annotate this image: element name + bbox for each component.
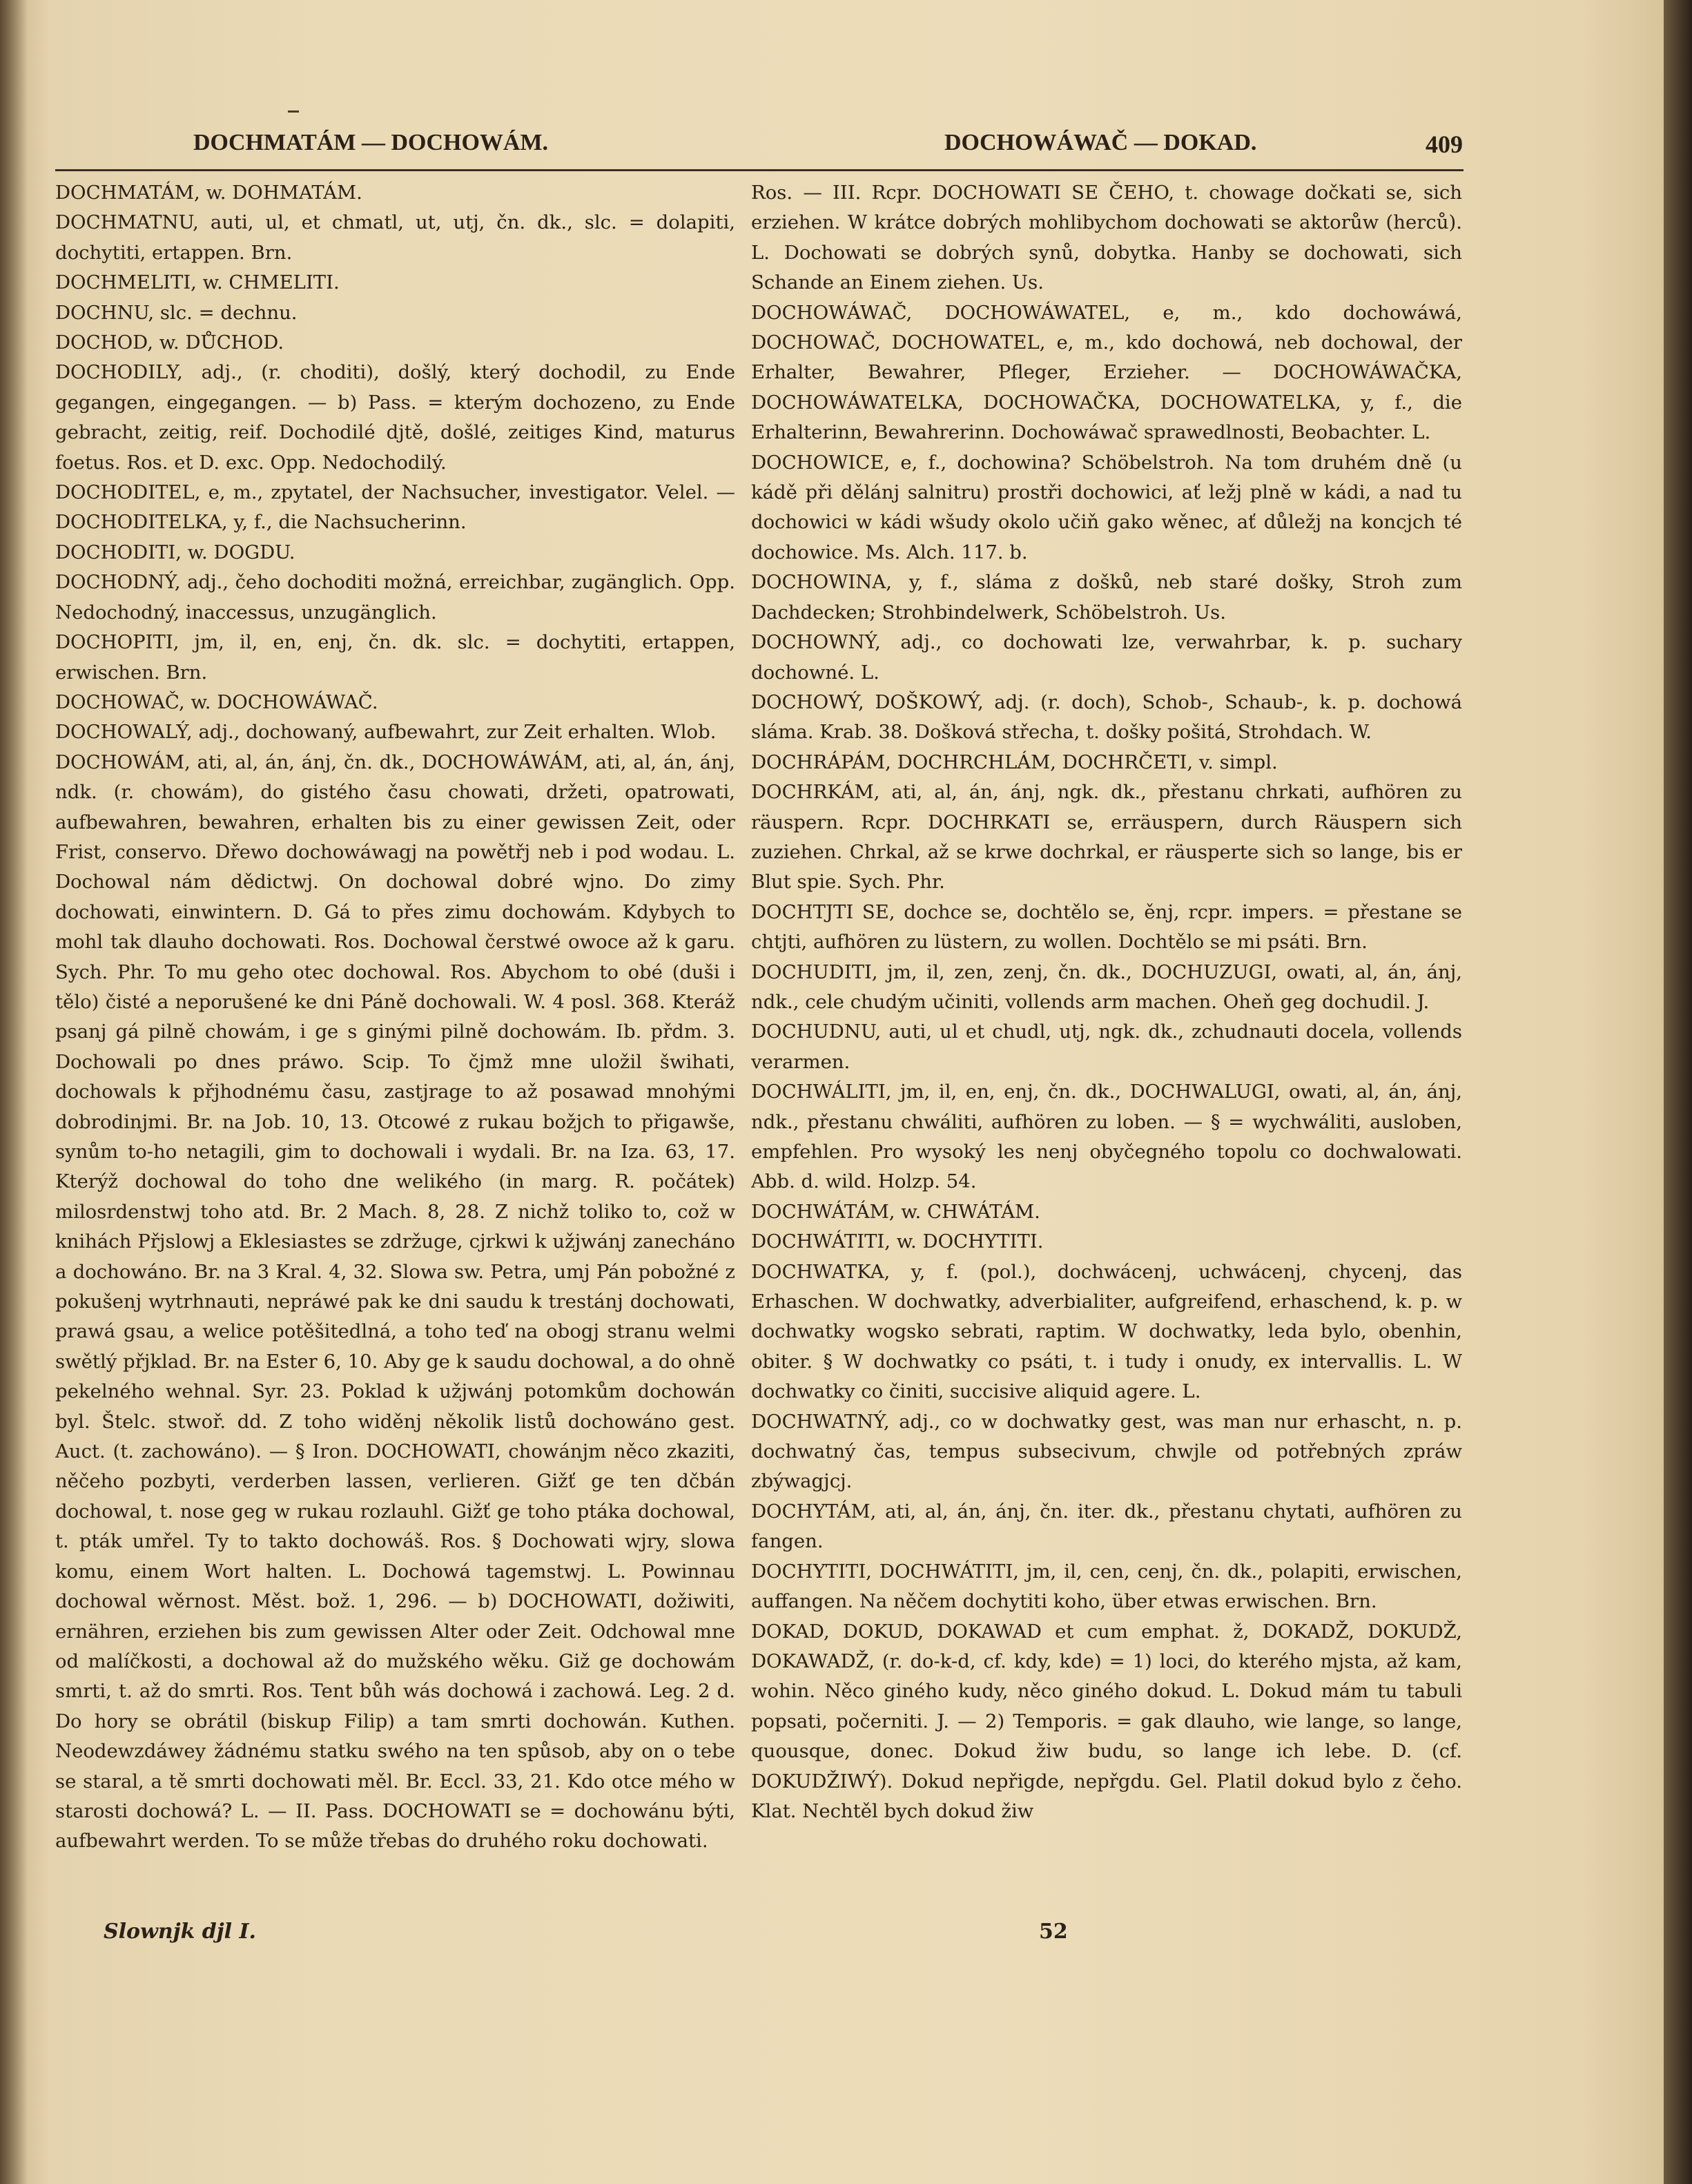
dictionary-entry: DOCHWATKA, y, f. (pol.), dochwácenj, uchwácenj, chycenj, das Erhaschen. W dochwatky, adverbialiter, aufgreifend, erhaschend, k. p. w dochwatky wogsko sebrati, raptim. W dochwatky, leda bylo, obenhin, obiter. § W dochwatky co psáti, t. i tudy i onudy, ex intervallis. L. W dochwatky co činiti, succisive aliquid agere. L. — [751, 1260, 1462, 1403]
dictionary-entry: DOCHRKÁM, ati, al, án, ánj, ngk. dk., přestanu chrkati, aufhören zu räuspern. Rcpr. DOCHRKATI se, erräuspern, durch Räuspern sich zuziehen. Chrkal, až se krwe dochrkal, er räusperte sich so lange, bis er Blut spie. Sych. Phr. — [751, 781, 1462, 893]
dictionary-entry: DOCHOWINA, y, f., sláma z došků, neb staré došky, Stroh zum Dachdecken; Strohbindelwerk, Schöbelstroh. Us. — [751, 571, 1462, 624]
dictionary-entry: DOCHMATÁM, w. DOHMATÁM. — [55, 182, 362, 204]
dictionary-entry: DOCHYTÁM, ati, al, án, ánj, čn. iter. dk., přestanu chytati, aufhören zu fangen. — [751, 1500, 1462, 1553]
left-running-title: DOCHMATÁM — DOCHOWÁM. — [193, 130, 549, 155]
dictionary-entry: DOCHOD, w. DŮCHOD. — [55, 331, 284, 354]
dictionary-entry: Ros. — III. Rcpr. DOCHOWATI SE ČEHO, t. chowage dočkati se, sich erziehen. W krátce dobrých mohlibychom dochowati se aktorůw (herců). L. Dochowati se dobrých synů, dobytka. Hanby se dochowati, sich Schande an Einem ziehen. Us. — [751, 182, 1462, 294]
left-column — [55, 178, 735, 1939]
page-header — [55, 130, 1464, 164]
dictionary-entry: DOCHODITEL, e, m., zpytatel, der Nachsucher, investigator. Velel. — DOCHODITELKA, y, f., die Nachsucherinn. — [55, 481, 735, 534]
dictionary-entry: DOCHUDNU, auti, ul et chudl, utj, ngk. dk., zchudnauti docela, vollends verarmen. — [751, 1021, 1462, 1073]
dictionary-entry: DOCHOWÁWAČ, DOCHOWÁWATEL, e, m., kdo dochowáwá, DOCHOWAČ, DOCHOWATEL, e, m., kdo dochowá, neb dochowal, der Erhalter, Bewahrer, Pfleger, Erzieher. — DOCHOWÁWAČKA, DOCHOWÁWATELKA, DOCHOWAČKA, DOCHOWATELKA, y, f., die Erhalterinn, Bewahrerinn. Dochowáwač sprawedlnosti, Beobachter. L. — [751, 301, 1462, 444]
dictionary-entry: DOCHUDITI, jm, il, zen, zenj, čn. dk., DOCHUZUGI, owati, al, án, ánj, ndk., cele chudým učiniti, vollends arm machen. Oheň geg dochudil. J. — [751, 960, 1462, 1013]
dictionary-entry: DOCHODILY, adj., (r. choditi), došlý, který dochodil, zu Ende gegangen, eingegangen. — b) Pass. = kterým dochozeno, zu Ende gebracht, zeitig, reif. Dochodilé djtě, došlé, zeitiges Kind, maturus foetus. Ros. et D. exc. Opp. Nedochodilý. — [55, 361, 735, 474]
dictionary-entry: DOCHWATNÝ, adj., co w dochwatky gest, was man nur erhascht, n. p. dochwatný čas, tempus subsecivum, chwjle od potřebných zpráw zbýwagjcj. — [751, 1410, 1462, 1493]
dictionary-entry: DOCHOWICE, e, f., dochowina? Schöbelstroh. Na tom druhém dně (u kádě při dělánj salnitru) prostři dochowici, ať ležj plně w kádi, a nad tu dochowici w kádi wšudy okolo učiň gako wěnec, ať důležj na koncjch té dochowice. Ms. Alch. 117. b. — [751, 451, 1462, 563]
top-dash-mark — [288, 110, 299, 113]
dictionary-entry: DOCHODITI, w. DOGDU. — [55, 541, 295, 563]
gathering-number: 52 — [1039, 1920, 1068, 1944]
dictionary-entry: DOCHMATNU, auti, ul, et chmatl, ut, utj, čn. dk., slc. = dolapiti, dochytiti, ertappen. Brn. — [55, 211, 735, 264]
dictionary-entry: DOCHOWÝ, DOŠKOWÝ, adj. (r. doch), Schob-, Schaub-, k. p. dochowá sláma. Krab. 38. Došková střecha, t. došky pošitá, Strohdach. W. — [751, 690, 1462, 744]
right-running-title: DOCHOWÁWAČ — DOKAD. — [944, 130, 1257, 155]
dictionary-entry: DOCHOPITI, jm, il, en, enj, čn. dk. slc. = dochytiti, ertappen, erwischen. Brn. — [55, 631, 735, 684]
dictionary-entry: DOCHOWALÝ, adj., dochowaný, aufbewahrt, zur Zeit erhalten. Wlob. — [55, 721, 717, 744]
page-edge-shadow — [1664, 0, 1692, 2184]
dictionary-entry: DOCHWÁLITI, jm, il, en, enj, čn. dk., DOCHWALUGI, owati, al, án, ánj, ndk., přestanu chwáliti, aufhören zu loben. — § = wychwáliti, ausloben, empfehlen. Pro wysoký les nenj obyčegného topolu co dochwalowati. Abb. d. wild. Holzp. 54. — [751, 1081, 1462, 1193]
dictionary-entry: DOCHOWNÝ, adj., co dochowati lze, verwahrbar, k. p. suchary dochowné. L. — [751, 631, 1462, 684]
signature-mark: Slownjk djl I. — [104, 1920, 256, 1944]
dictionary-entry: DOCHOWÁM, ati, al, án, ánj, čn. dk., DOCHOWÁWÁM, ati, al, án, ánj, ndk. (r. chowám), do gistého času chowati, držeti, opatrowati, aufbewahren, bewahren, erhalten bis zu einer gewissen Zeit, oder Frist, conservo. Dřewo dochowáwagj na powětřj neb i pod wodau. L. Dochowal nám dědictwj. On dochowal dobré wjno. Do zimy dochowati, einwintern. D. Gá to přes zimu dochowám. Kdybych to mohl tak dlauho dochowati. Ros. Dochowal čerstwé owoce až k garu. Sych. Phr. To mu geho otec dochowal. Ros. Abychom to obé (duši i tělo) čisté a neporušené ke dni Páně dochowali. W. 4 posl. 368. Kteráž psanj gá pilně chowám, i ge s ginými pilně dochowám. Ib. přdm. 3. Dochowali po dnes práwo. Scip. To čjmž mne uložil šwihati, dochowals k přjhodnému času, zastjrage to až posawad mnohými dobrodinjmi. Br. na Job. 10, 13. Otcowé z rukau božjch to přigawše, synům to-ho netagili, gim to dochowali i wydali. Br. na Iza. 63, 17. Kterýž dochowal do toho dne welikého (in marg. R. počátek) milosrdenstwj toho atd. Br. 2 Mach. 8, 28. Z nichž toliko to, což w knihách Přjslowj a Eklesiastes se zdržuge, cjrkwi k užjwánj zanecháno a dochowáno. Br. na 3 Kral. 4, 32. Slowa sw. Petra, umj Pán pobožné z pokušenj wytrhnauti, nepráwé pak ke dni saudu k trestánj dochowati, prawá gsau, a welice potěšitedlná, a toho teď na obogj stranu welmi swětlý přjklad. Br. na Ester 6, 10. Aby ge k saudu dochowal, a do ohně pekelného wehnal. Syr. 23. Poklad k užjwánj potomkům dochowán byl. Štelc. stwoř. dd. Z toho widěnj několik listů dochowáno gest. Auct. (t. zachowáno). — § Iron. DOCHOWATI, chowánjm něco zkaziti, něčeho pozbyti, verderben lassen, verlieren. Gižť ge ten dčbán dochowal, t. nose geg w rukau rozlauhl. Gižť ge toho ptáka dochowal, t. pták umřel. Ty to takto dochowáš. Ros. § Dochowati wjry, slowa komu, einem Wort halten. L. Dochowá tagemstwj. L. Powinnau dochowal wěrnost. Měst. bož. 1, 296. — b) DOCHOWATI, dožiwiti, ernähren, erziehen bis zum gewissen Alter oder Zeit. Odchowal mne od malíčkosti, a dochowal až do mužského wěku. Giž ge dochowám smrti, t. až do smrti. Ros. Tent bůh wás dochowá i zachowá. Leg. 2 d. Do hory se obrátil (biskup Filip) a tam smrti dochowán. Kuthen. Neodewzdáwey žádnému statku swého na ten spůsob, aby on o tebe se staral, a tě smrti dochowati měl. Br. Eccl. 33, 21. Kdo otce mého w starosti dochowá? L. — II. Pass. DOCHOWATI se = dochowánu býti, aufbewahrt werden. To se může třebas do druhého roku dochowati. — [55, 751, 735, 1853]
page-number: 409 — [1426, 131, 1463, 158]
dictionary-entry: DOCHWÁTÁM, w. CHWÁTÁM. — [751, 1200, 1040, 1223]
dictionary-entry: DOCHTJTI SE, dochce se, dochtělo se, ěnj, rcpr. impers. = přestane se chtjti, aufhören zu lüstern, zu wollen. Dochtělo se mi psáti. Brn. — [751, 900, 1462, 954]
dictionary-entry: DOKAD, DOKUD, DOKAWAD et cum emphat. ž, DOKADŽ, DOKUDŽ, DOKAWADŽ, (r. do-k-d, cf. kdy, kde) = 1) loci, do kterého mjsta, až kam, wohin. Něco giného kudy, něco giného dokud. L. Dokud mám tu tabuli popsati, počerniti. J. — 2) Temporis. = gak dlauho, wie lange, so lange, quousque, donec. Dokud žiw budu, so lange ich lebe. D. (cf. DOKUDŽIWÝ). Dokud nepřigde, nepřgdu. Gel. Platil dokud bylo z čeho. Klat. Nechtěl bych dokud žiw — [751, 1620, 1462, 1822]
spine-shadow — [0, 0, 28, 2184]
dictionary-entry: DOCHODNÝ, adj., čeho dochoditi možná, erreichbar, zugänglich. Opp. Nedochodný, inaccessus, unzugänglich. — [55, 571, 735, 624]
right-column — [751, 178, 1462, 1939]
dictionary-entry: DOCHNU, slc. = dechnu. — [55, 301, 298, 324]
header-rule — [55, 169, 1464, 171]
dictionary-entry: DOCHYTITI, DOCHWÁTITI, jm, il, cen, cenj, čn. dk., polapiti, erwischen, auffangen. Na něčem dochytiti koho, über etwas erwischen. Brn. — [751, 1560, 1462, 1613]
dictionary-entry: DOCHMELITI, w. CHMELITI. — [55, 271, 340, 294]
dictionary-entry: DOCHRÁPÁM, DOCHRCHLÁM, DOCHRČETI, v. simpl. — [751, 751, 1278, 773]
dictionary-entry: DOCHOWAČ, w. DOCHOWÁWAČ. — [55, 690, 378, 713]
dictionary-entry: DOCHWÁTITI, w. DOCHYTITI. — [751, 1230, 1044, 1253]
